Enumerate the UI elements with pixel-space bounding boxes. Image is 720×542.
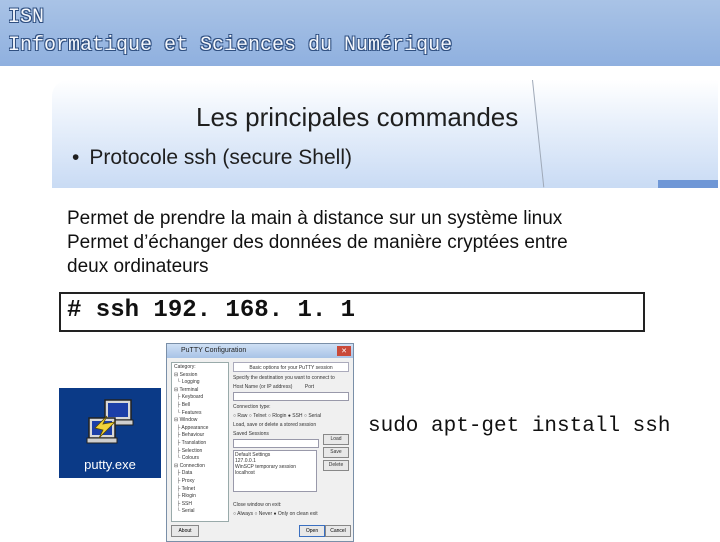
bullet-icon: • <box>72 146 80 169</box>
description <box>67 207 667 279</box>
command-box <box>59 292 645 332</box>
description-line: deux ordinateurs <box>67 256 209 277</box>
cancel-button[interactable]: Cancel <box>325 525 351 537</box>
description-line: Permet d’échanger des données de manière cryptées entre <box>67 232 568 253</box>
description-line: Permet de prendre la main à distance sur un système linux <box>67 208 563 229</box>
putty-icon <box>59 388 161 458</box>
putty-label: putty.exe <box>84 457 136 472</box>
bullet-item <box>72 146 352 170</box>
session-options: Basic options for your PuTTY session Specify the destination you want to connect to Host Name (or IP address) Port Connection type: ○ Raw ○ Telnet ○ Rlogin ● SSH ○ Serial Load, save or delete a stored session Saved Sessions Default Settings 127.0.0.1 WinSCP temporary session localhost Close window on exit: ○ Always ○ Never ● Only on clean exit Load Save Delete <box>233 362 349 538</box>
load-button[interactable]: Load <box>323 434 349 445</box>
delete-button[interactable]: Delete <box>323 460 349 471</box>
putty-config-window <box>166 343 354 542</box>
header-bar <box>0 0 720 66</box>
bullet-text: Protocole ssh (secure Shell) <box>89 146 352 169</box>
window-titlebar: PuTTY Configuration <box>167 344 353 358</box>
putty-shortcut[interactable] <box>59 388 161 478</box>
header-subtitle: Informatique et Sciences du Numérique <box>8 34 453 57</box>
category-tree[interactable]: Category: ⊟ Session └ Logging ⊟ Terminal ├ Keyboard ├ Bell └ Features ⊟ Window ├ Appearance ├ Behaviour ├ Translation ├ Selection └ Colours ⊟ Connection ├ Data ├ Proxy ├ Telnet ├ Rlogin ├ SSH └ Serial <box>171 362 229 522</box>
header-acronym: ISN <box>8 6 45 29</box>
close-icon[interactable]: ✕ <box>337 346 351 356</box>
about-button[interactable]: About <box>171 525 199 537</box>
slide-title: Les principales commandes <box>196 102 519 132</box>
save-button[interactable]: Save <box>323 447 349 458</box>
open-button[interactable]: Open <box>299 525 325 537</box>
saved-session-input[interactable] <box>233 439 319 448</box>
title-panel <box>52 80 718 188</box>
panel-divider <box>532 80 544 187</box>
host-input[interactable] <box>233 392 349 401</box>
panel-accent <box>658 180 718 188</box>
ssh-command: # ssh 192. 168. 1. 1 <box>67 297 356 324</box>
install-command: sudo apt-get install ssh <box>368 415 671 438</box>
saved-sessions-list[interactable]: Default Settings 127.0.0.1 WinSCP temporary session localhost <box>233 450 317 492</box>
